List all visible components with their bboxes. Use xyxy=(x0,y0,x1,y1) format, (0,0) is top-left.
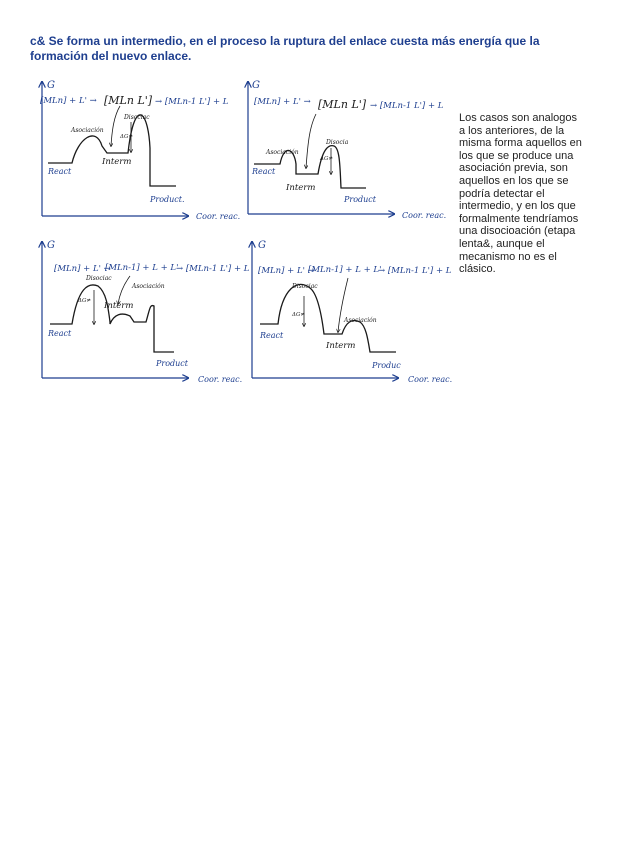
equation-middle: [MLn L'] xyxy=(318,98,367,111)
axis-x-label: Coor. reac. xyxy=(198,375,243,384)
energy-diagram-2 xyxy=(244,78,449,228)
axis-x-label: Coor. reac. xyxy=(196,212,241,221)
equation-left: [MLn] + L' → xyxy=(40,96,97,106)
ts2-label: Disocia xyxy=(326,139,349,146)
energy-diagram-4-svg xyxy=(248,238,453,388)
axis-y-label: G xyxy=(258,240,266,251)
product-label: Produc xyxy=(372,361,401,370)
ts2-label: Disociac xyxy=(124,114,150,121)
ts1-label: Disociac xyxy=(86,275,112,282)
equation-middle: [MLn L'] xyxy=(104,94,153,107)
delta-g-label: ΔG≠ xyxy=(292,312,305,318)
energy-diagram-3-svg xyxy=(38,238,250,388)
axis-y-label: G xyxy=(47,240,55,251)
equation-left: [MLn] + L' → xyxy=(254,97,311,107)
axis-x-label: Coor. reac. xyxy=(402,211,447,220)
reactant-label: React xyxy=(48,167,72,176)
ts1-label: Asociación xyxy=(71,127,104,134)
energy-diagram-1 xyxy=(38,78,243,228)
intermediate-label: Interm xyxy=(326,341,356,351)
equation-left: [MLn] + L' → xyxy=(258,266,315,276)
energy-profile-curve xyxy=(50,285,174,352)
delta-g-label: ΔG≠ xyxy=(78,298,91,304)
equation-right: → [MLn-1 L'] + L xyxy=(176,264,250,274)
ts1-label: Asociación xyxy=(266,149,299,156)
equation-right: → [MLn-1 L'] + L xyxy=(370,101,444,111)
pointer-arrow xyxy=(111,106,120,146)
product-label: Product xyxy=(344,195,376,204)
energy-diagram-2-svg xyxy=(244,78,449,228)
explanation-text: Los casos son analogos a los anteriores, de la misma forma aquellos en los que se produce una asociación previa, son aquellos en los que se podría detectar el intermedio, y en los que formalmente tendríamos una disocioación (etapa lenta&, aunque el mecanismo no es el clásico. xyxy=(459,112,582,276)
equation-middle: [MLn-1] + L + L' xyxy=(308,265,382,275)
equation-left: [MLn] + L' → xyxy=(54,264,111,274)
reactant-label: React xyxy=(48,329,72,338)
equation-middle: [MLn-1] + L + L' xyxy=(105,263,179,273)
energy-diagram-1-svg xyxy=(38,78,243,228)
pointer-arrow xyxy=(118,276,130,304)
energy-diagram-4 xyxy=(248,238,453,388)
ts2-label: Asociación xyxy=(344,317,377,324)
product-label: Product. xyxy=(150,195,185,204)
pointer-arrow xyxy=(306,114,316,168)
delta-g-label: ΔG≠ xyxy=(320,156,333,162)
section-heading: c& Se forma un intermedio, en el proceso la ruptura del enlace cuesta más energía que la formación del nuevo enlace. xyxy=(30,34,540,63)
reactant-label: React xyxy=(260,331,284,340)
intermediate-label: Interm xyxy=(286,183,316,193)
energy-diagram-3 xyxy=(38,238,250,388)
axis-y-label: G xyxy=(47,80,55,91)
intermediate-label: Interm xyxy=(102,157,132,167)
axis-y-label: G xyxy=(252,80,260,91)
equation-right: → [MLn-1 L'] + L xyxy=(378,266,452,276)
axis-x-label: Coor. reac. xyxy=(408,375,453,384)
product-label: Product xyxy=(156,359,188,368)
ts1-label: Disociac xyxy=(292,283,318,290)
delta-g-label: ΔG≠ xyxy=(120,134,133,140)
intermediate-label: Interm xyxy=(104,301,134,311)
reactant-label: React xyxy=(252,167,276,176)
equation-right: → [MLn-1 L'] + L xyxy=(155,97,229,107)
ts2-label: Asociación xyxy=(132,283,165,290)
